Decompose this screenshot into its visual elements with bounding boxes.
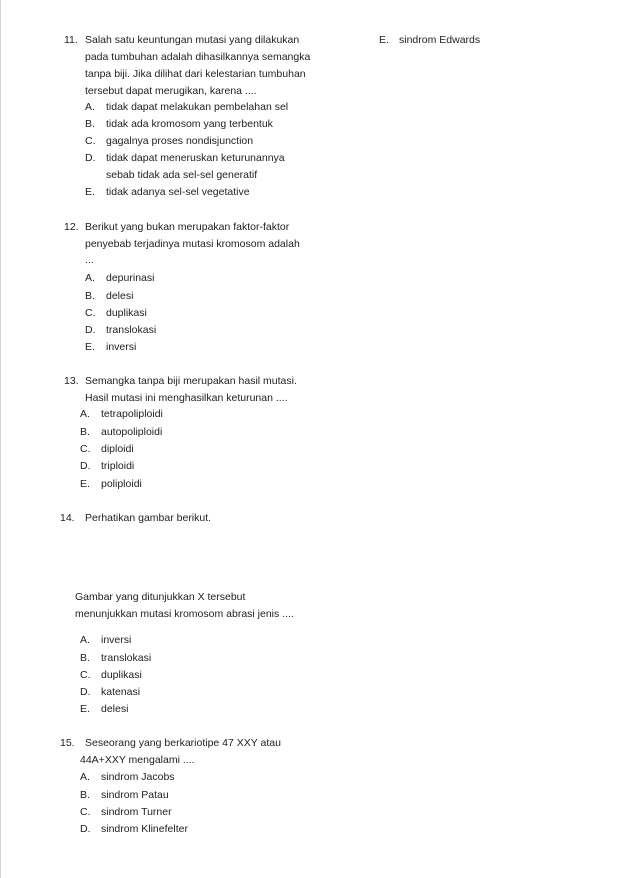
option-letter: C. [80,443,91,455]
question-stem-line: Hasil mutasi ini menghasilkan keturunan .... [85,392,288,404]
question-stem-line: Semangka tanpa biji merupakan hasil mutasi. [85,375,297,387]
option-letter: C. [80,806,91,818]
option-letter: A. [80,634,90,646]
option-letter: E. [85,186,95,198]
question-stem-line: Salah satu keuntungan mutasi yang dilakukan [85,34,300,46]
option-text: sindrom Patau [101,789,169,801]
question-number: 13. [64,375,79,387]
option-text-continuation: sebab tidak ada sel-sel generatif [106,169,258,181]
question-stem-line: Gambar yang ditunjukkan X tersebut [75,591,246,603]
option-letter: A. [85,101,95,113]
option-text: translokasi [101,652,152,664]
option-text: sindrom Edwards [399,34,481,46]
option-text: poliploidi [101,478,142,490]
option-text: delesi [106,290,134,302]
option-text: sindrom Klinefelter [101,823,188,835]
option-text: delesi [101,703,129,715]
question-number: 11. [64,34,78,46]
option-letter: A. [80,771,90,783]
option-text: sindrom Turner [101,806,172,818]
option-text: translokasi [106,324,157,336]
option-text: triploidi [101,460,135,472]
option-letter: B. [85,290,95,302]
option-letter: E. [85,341,95,353]
question-instruction: Perhatikan gambar berikut. [85,512,212,524]
option-letter: E. [80,703,90,715]
figure-placeholder [75,530,375,582]
option-letter: C. [80,669,91,681]
option-letter: D. [80,686,91,698]
question-stem-line: 44A+XXY mengalami .... [80,754,195,766]
option-text: autopoliploidi [101,426,163,438]
option-letter: D. [80,823,91,835]
question-stem-line: ... [85,254,94,266]
option-text: sindrom Jacobs [101,771,175,783]
option-letter: D. [80,460,91,472]
question-stem-line: pada tumbuhan adalah dihasilkannya semangka [85,51,311,63]
option-letter: D. [85,152,96,164]
option-letter: A. [85,272,95,284]
option-text: katenasi [101,686,141,698]
option-letter: B. [85,118,95,130]
option-letter: E. [80,478,90,490]
option-text: tidak adanya sel-sel vegetative [106,186,250,198]
option-letter: B. [80,426,90,438]
question-number: 12. [64,221,79,233]
option-text: duplikasi [106,307,147,319]
option-letter: B. [80,652,90,664]
question-stem-line: menunjukkan mutasi kromosom abrasi jenis .... [75,608,294,620]
option-text: tetrapoliploidi [101,408,163,420]
option-letter: D. [85,324,96,336]
option-text: inversi [106,341,137,353]
question-stem-line: tersebut dapat merugikan, karena .... [85,85,257,97]
option-text: tidak dapat melakukan pembelahan sel [106,101,289,113]
option-letter: C. [85,135,96,147]
option-letter: B. [80,789,90,801]
option-text: diploidi [101,443,134,455]
option-text: tidak dapat meneruskan keturunannya [106,152,285,164]
question-stem-line: penyebab terjadinya mutasi kromosom adalah [85,238,300,250]
option-text: tidak ada kromosom yang terbentuk [106,118,273,130]
question-number: 15. [60,737,75,749]
option-letter: E. [379,34,389,46]
question-stem-line: tanpa biji. Jika dilihat dari kelestarian tumbuhan [85,68,306,80]
option-text: gagalnya proses nondisjunction [106,135,254,147]
question-stem-line: Seseorang yang berkariotipe 47 XXY atau [85,737,281,749]
option-text: inversi [101,634,132,646]
option-text: depurinasi [106,272,155,284]
option-text: duplikasi [101,669,142,681]
question-number: 14. [60,512,75,524]
page-left-border [0,0,1,878]
option-letter: A. [80,408,90,420]
question-stem-line: Berikut yang bukan merupakan faktor-faktor [85,221,290,233]
option-letter: C. [85,307,96,319]
